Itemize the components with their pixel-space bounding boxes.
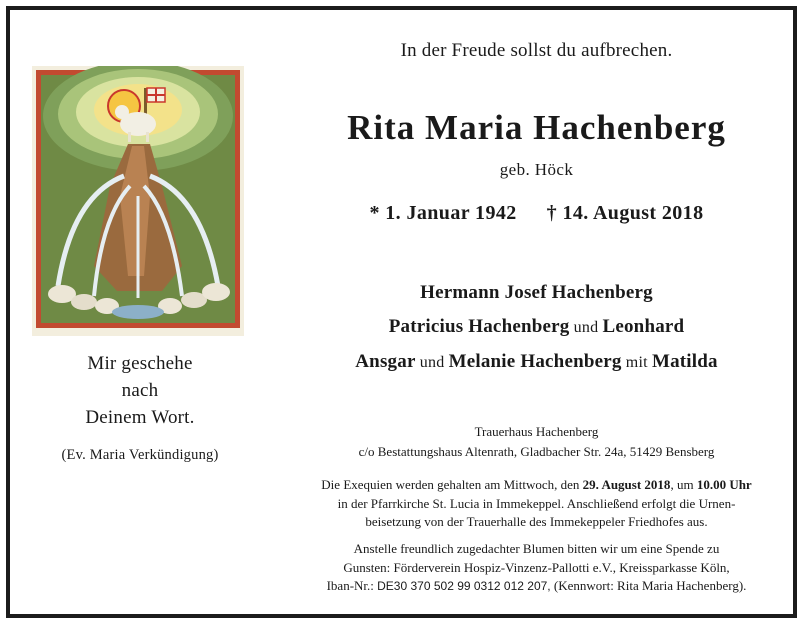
donation-keyword: (Kennwort: Rita Maria Hachenberg).	[553, 578, 747, 593]
mourners-list	[280, 276, 793, 380]
mourner-line	[280, 310, 793, 345]
conjunction: mit	[621, 354, 652, 371]
exequies-line	[280, 476, 793, 495]
life-dates	[280, 202, 793, 225]
conjunction: und	[569, 319, 603, 336]
mourner-name: Matilda	[651, 351, 718, 372]
iban-label: Iban-Nr.:	[326, 578, 374, 593]
house-title: Trauerhaus Hachenberg	[474, 424, 599, 439]
deceased-name: Rita Maria Hachenberg	[347, 108, 726, 147]
mourner-name: Leonhard	[602, 316, 685, 337]
quote-line: nach	[121, 380, 159, 401]
quote-line: Deinem Wort.	[85, 407, 195, 428]
motto: In der Freude sollst du aufbrechen.	[400, 40, 673, 61]
exequies-text: , um	[670, 477, 694, 492]
birth-name: geb. Höck	[499, 160, 574, 179]
donation-line: Gunsten: Förderverein Hospiz-Vinzenz-Pallotti e.V., Kreissparkasse Köln,	[343, 559, 730, 575]
mourner-name: Ansgar	[355, 351, 416, 372]
exequies-line: in der Pfarrkirche St. Lucia in Immekeppel. Anschließend erfolgt die Urnen-	[337, 495, 736, 511]
birth-date: * 1. Januar 1942	[369, 202, 517, 224]
lamb-of-god-illustration	[32, 66, 244, 336]
donation-line	[280, 577, 793, 596]
exequies-notice	[280, 476, 793, 532]
exequies-text: Die Exequien werden gehalten am Mittwoch, den	[321, 477, 580, 492]
mourner-name: Hermann Josef Hachenberg	[420, 282, 653, 303]
mourning-house	[280, 422, 793, 462]
conjunction: und	[415, 354, 449, 371]
mourner-name: Patricius Hachenberg	[388, 316, 570, 337]
donation-line: Anstelle freundlich zugedachter Blumen bitten wir um eine Spende zu	[353, 541, 720, 556]
iban-number: DE30 370 502 99 0312 012 207,	[377, 579, 551, 593]
donation-notice	[280, 540, 793, 596]
mourner-line	[280, 345, 793, 380]
death-date: † 14. August 2018	[546, 202, 704, 224]
bible-quote	[10, 350, 270, 464]
left-column	[10, 10, 280, 614]
lamb-fountain-picture	[32, 66, 244, 336]
quote-line: Mir geschehe	[87, 353, 193, 374]
exequies-time: 10.00	[696, 477, 727, 492]
obituary-frame	[6, 6, 797, 618]
mourner-line	[280, 276, 793, 310]
exequies-unit: Uhr	[729, 477, 752, 492]
house-address: c/o Bestattungshaus Altenrath, Gladbacher Str. 24a, 51429 Bensberg	[358, 444, 715, 459]
mourner-name: Melanie Hachenberg	[448, 351, 622, 372]
quote-source: (Ev. Maria Verkündigung)	[61, 447, 219, 463]
exequies-date: 29. August 2018	[582, 477, 671, 492]
right-column	[280, 10, 793, 614]
exequies-line: beisetzung von der Trauerhalle des Immekeppeler Friedhofes aus.	[365, 514, 708, 529]
quote-verse	[10, 350, 270, 431]
